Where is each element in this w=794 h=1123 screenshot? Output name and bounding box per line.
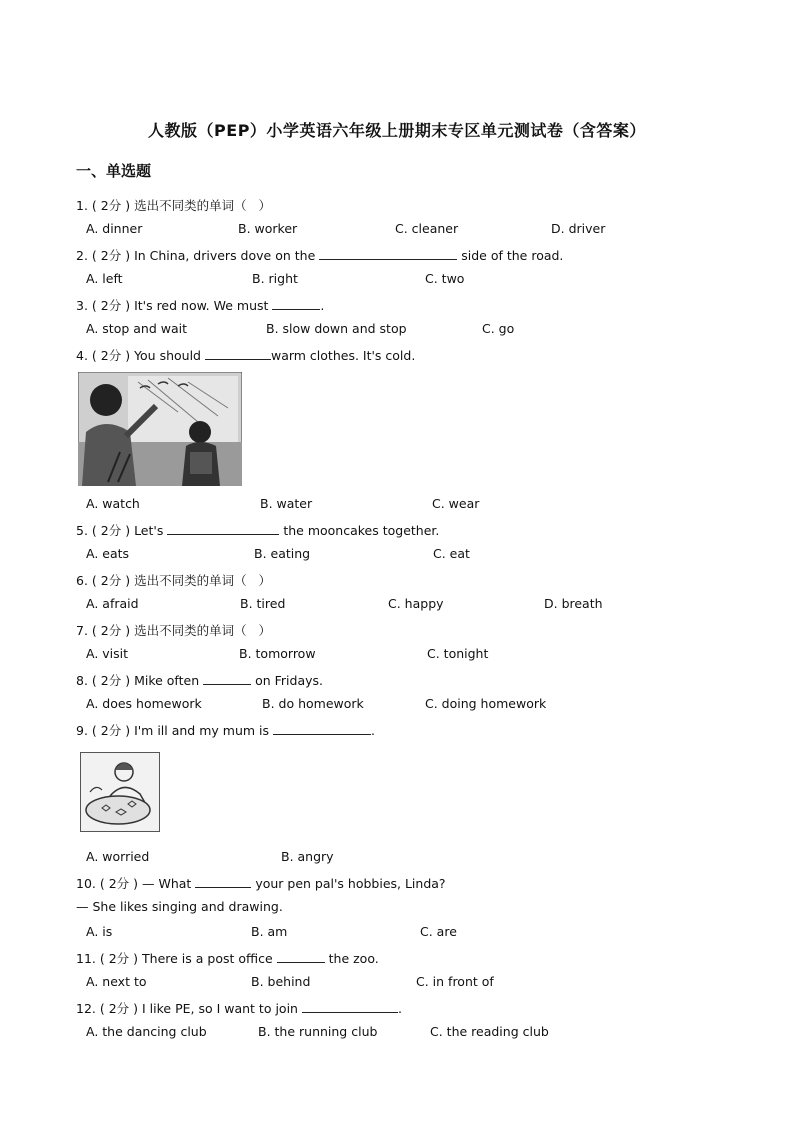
option-a: A. left [86, 271, 123, 286]
question-score: ( 2分 ) [91, 673, 131, 688]
option-b: B. am [251, 924, 288, 939]
option-a: A. the dancing club [86, 1024, 207, 1039]
section-title: 一、单选题 [76, 162, 152, 180]
answer-blank[interactable] [272, 297, 320, 310]
answer-blank[interactable] [205, 347, 271, 360]
question-text: There is a post office [142, 951, 273, 966]
question-text-end: . [397, 1001, 402, 1016]
question-text-end: ） [258, 198, 272, 213]
answer-blank[interactable] [319, 247, 457, 260]
option-c: C. cleaner [395, 221, 459, 236]
question-number: 11. [76, 951, 96, 966]
question-text-end: the mooncakes together. [283, 523, 440, 538]
question-text: 选出不同类的单词（ [134, 573, 247, 588]
question-number: 8. [76, 673, 88, 688]
question-text: 选出不同类的单词（ [134, 198, 247, 213]
question-text-end: side of the road. [461, 248, 564, 263]
option-a: A. eats [86, 546, 130, 561]
option-b: B. the running club [258, 1024, 378, 1039]
question-text-end: your pen pal's hobbies, Linda? [255, 876, 446, 891]
option-c: C. the reading club [430, 1024, 549, 1039]
option-c: C. happy [388, 596, 444, 611]
question-9 [76, 721, 375, 739]
question-text-end: ） [258, 573, 272, 588]
question-text: 选出不同类的单词（ [134, 623, 247, 638]
option-b: B. behind [251, 974, 311, 989]
question-number: 6. [76, 573, 88, 588]
question-text: I'm ill and my mum is [134, 723, 269, 738]
question-text: I like PE, so I want to join [142, 1001, 298, 1016]
question-number: 12. [76, 1001, 96, 1016]
option-a: A. does homework [86, 696, 202, 711]
option-d: D. breath [544, 596, 603, 611]
option-b: B. slow down and stop [266, 321, 407, 336]
question-score: ( 2分 ) [91, 298, 131, 313]
question-11 [76, 949, 379, 967]
option-c: C. doing homework [425, 696, 547, 711]
answer-blank[interactable] [277, 950, 325, 963]
question-text-end: warm clothes. It's cold. [270, 348, 416, 363]
question-number: 1. [76, 198, 88, 213]
option-c: C. go [482, 321, 515, 336]
question-number: 4. [76, 348, 88, 363]
answer-blank[interactable] [195, 875, 251, 888]
answer-blank[interactable] [302, 1000, 398, 1013]
question-text: Let's [134, 523, 164, 538]
question-text-end: . [370, 723, 375, 738]
option-b: B. worker [238, 221, 298, 236]
answer-blank[interactable] [273, 722, 371, 735]
question-text-end: on Fridays. [255, 673, 324, 688]
question-text-end: ） [258, 623, 272, 638]
question-score: ( 2分 ) [91, 198, 131, 213]
question-text: You should [134, 348, 201, 363]
question-text: In China, drivers dove on the [134, 248, 316, 263]
option-d: D. driver [551, 221, 606, 236]
option-c: C. eat [433, 546, 470, 561]
question-10 [76, 874, 446, 892]
question-2 [76, 246, 563, 264]
worried-mother-picture [80, 752, 160, 832]
question-8 [76, 671, 323, 689]
question-1 [76, 196, 271, 214]
answer-blank[interactable] [167, 522, 279, 535]
question-5 [76, 521, 439, 539]
option-b: B. right [252, 271, 298, 286]
question-text: It's red now. We must [134, 298, 269, 313]
question-score: ( 2分 ) [99, 876, 139, 891]
mother-and-child-picture [78, 372, 242, 486]
option-a: A. afraid [86, 596, 139, 611]
option-b: B. eating [254, 546, 311, 561]
question-score: ( 2分 ) [99, 1001, 139, 1016]
question-score: ( 2分 ) [99, 951, 139, 966]
option-c: C. are [420, 924, 457, 939]
option-c: C. in front of [416, 974, 494, 989]
option-b: B. water [260, 496, 313, 511]
option-a: A. visit [86, 646, 129, 661]
option-b: B. tomorrow [239, 646, 316, 661]
question-text: Mike often [134, 673, 200, 688]
question-10-reply: — She likes singing and drawing. [76, 899, 283, 914]
question-number: 5. [76, 523, 88, 538]
question-text: — What [142, 876, 192, 891]
option-c: C. tonight [427, 646, 489, 661]
question-6 [76, 571, 271, 589]
question-number: 7. [76, 623, 88, 638]
question-number: 2. [76, 248, 88, 263]
question-score: ( 2分 ) [91, 723, 131, 738]
question-score: ( 2分 ) [91, 348, 131, 363]
option-a: A. worried [86, 849, 150, 864]
page-title: 人教版（PEP）小学英语六年级上册期末专区单元测试卷（含答案） [148, 121, 646, 140]
question-7 [76, 621, 271, 639]
option-b: B. do homework [262, 696, 364, 711]
question-score: ( 2分 ) [91, 623, 131, 638]
option-b: B. angry [281, 849, 334, 864]
option-a: A. next to [86, 974, 147, 989]
question-number: 3. [76, 298, 88, 313]
question-score: ( 2分 ) [91, 523, 131, 538]
option-a: A. is [86, 924, 113, 939]
option-c: C. wear [432, 496, 480, 511]
question-score: ( 2分 ) [91, 573, 131, 588]
question-number: 10. [76, 876, 96, 891]
option-a: A. dinner [86, 221, 143, 236]
question-number: 9. [76, 723, 88, 738]
answer-blank[interactable] [203, 672, 251, 685]
option-c: C. two [425, 271, 465, 286]
question-score: ( 2分 ) [91, 248, 131, 263]
question-3 [76, 296, 324, 314]
question-text-end: . [320, 298, 325, 313]
option-a: A. stop and wait [86, 321, 187, 336]
question-text-end: the zoo. [328, 951, 379, 966]
question-4 [76, 346, 415, 364]
option-b: B. tired [240, 596, 286, 611]
option-a: A. watch [86, 496, 140, 511]
question-12 [76, 999, 402, 1017]
